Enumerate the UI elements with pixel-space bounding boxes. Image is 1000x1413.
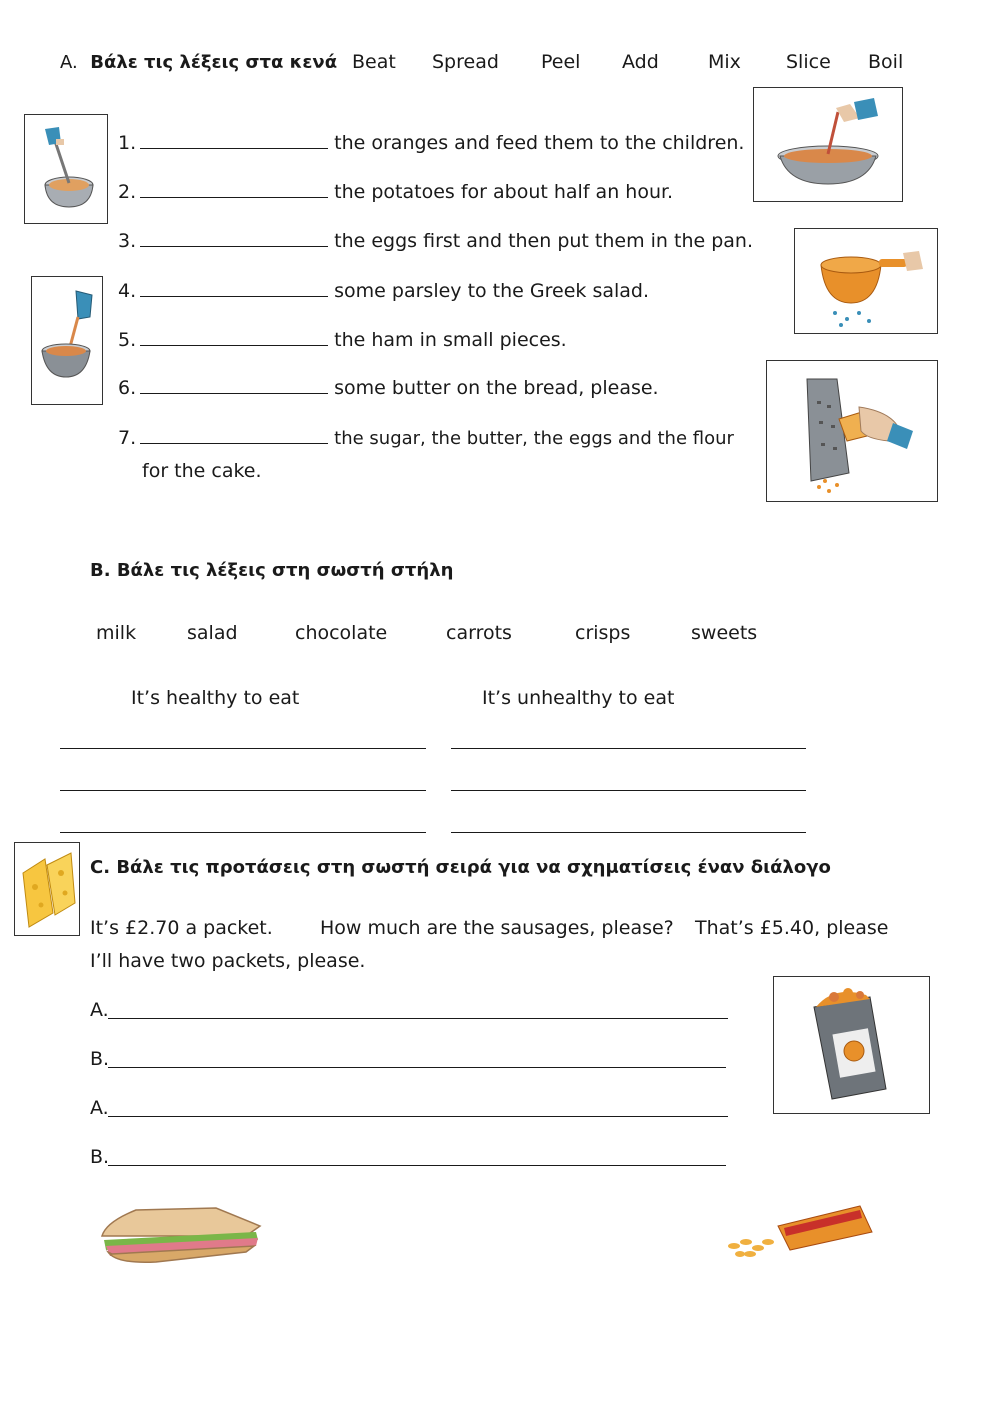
- item-continuation: for the cake.: [142, 460, 262, 482]
- dialogue-sentence: It’s £2.70 a packet.: [90, 917, 273, 939]
- dialogue-answer-line[interactable]: [108, 1165, 726, 1166]
- answer-blank[interactable]: [140, 232, 328, 247]
- word-bank-item: Boil: [868, 51, 904, 73]
- word-bank-item: Add: [622, 51, 659, 73]
- grater-picture: [766, 360, 938, 502]
- column-healthy-heading: It’s healthy to eat: [131, 687, 300, 709]
- section-b-word-list: [0, 622, 1000, 648]
- word-bank-item: Peel: [541, 51, 581, 73]
- jug-icon: [32, 277, 102, 404]
- healthy-answer-line[interactable]: [60, 790, 426, 791]
- crisps-picture: [720, 1196, 880, 1266]
- cheese-icon: [15, 843, 79, 935]
- exercise-item: [118, 280, 649, 302]
- item-text: the eggs first and then put them in the pan.: [334, 230, 754, 252]
- exercise-item: [118, 230, 753, 252]
- colander-picture: [794, 228, 938, 334]
- item-number: 2.: [118, 181, 137, 203]
- word-item: carrots: [446, 622, 512, 644]
- word-item: crisps: [575, 622, 631, 644]
- speaker-label: A.: [90, 999, 109, 1021]
- dialogue-answer-line[interactable]: [108, 1018, 728, 1019]
- dialogue-answer-line[interactable]: [108, 1067, 726, 1068]
- dialogue-sentence: That’s £5.40, please: [695, 917, 889, 939]
- exercise-item: [118, 329, 567, 351]
- healthy-answer-line[interactable]: [60, 748, 426, 749]
- exercise-item: [118, 132, 744, 154]
- word-bank-item: Slice: [786, 51, 831, 73]
- healthy-answer-line[interactable]: [60, 832, 426, 833]
- mixing-bowl-icon: [25, 115, 107, 223]
- packet-icon: [774, 977, 929, 1113]
- whisk-icon: [754, 88, 902, 201]
- unhealthy-answer-line[interactable]: [451, 790, 806, 791]
- item-number: 7.: [118, 427, 137, 449]
- sausage-packet-picture: [773, 976, 930, 1114]
- mixing-bowl-picture: [24, 114, 108, 224]
- word-item: sweets: [691, 622, 758, 644]
- item-number: 4.: [118, 280, 137, 302]
- answer-blank[interactable]: [140, 331, 328, 346]
- exercise-item: [118, 427, 734, 449]
- word-bank: [0, 51, 1000, 77]
- section-b-heading: B. Βάλε τις λέξεις στη σωστή στήλη: [90, 560, 454, 581]
- unhealthy-answer-line[interactable]: [451, 832, 806, 833]
- speaker-label: B.: [90, 1048, 110, 1070]
- grater-icon: [767, 361, 937, 501]
- cheese-picture: [14, 842, 80, 936]
- speaker-label: B.: [90, 1146, 110, 1168]
- dialogue-sentence: I’ll have two packets, please.: [90, 950, 366, 972]
- item-text: the ham in small pieces.: [334, 329, 567, 351]
- answer-blank[interactable]: [140, 429, 328, 444]
- answer-blank[interactable]: [140, 379, 328, 394]
- crisps-bag-icon: [720, 1196, 880, 1266]
- sandwich-picture: [96, 1196, 266, 1268]
- item-number: 1.: [118, 132, 137, 154]
- answer-blank[interactable]: [140, 282, 328, 297]
- item-number: 6.: [118, 377, 137, 399]
- word-item: chocolate: [295, 622, 388, 644]
- word-item: salad: [187, 622, 238, 644]
- item-text: some butter on the bread, please.: [334, 377, 659, 399]
- word-bank-item: Mix: [708, 51, 741, 73]
- word-item: milk: [96, 622, 137, 644]
- item-text: the potatoes for about half an hour.: [334, 181, 674, 203]
- exercise-item: [118, 181, 673, 203]
- pouring-jug-picture: [31, 276, 103, 405]
- unhealthy-answer-line[interactable]: [451, 748, 806, 749]
- section-c-heading: C. Βάλε τις προτάσεις στη σωστή σειρά για να σχηματίσεις έναν διάλογο: [90, 857, 831, 878]
- word-bank-item: Beat: [352, 51, 396, 73]
- colander-icon: [795, 229, 937, 333]
- item-number: 5.: [118, 329, 137, 351]
- section-a-title: Βάλε τις λέξεις στα κενά: [90, 52, 338, 73]
- answer-blank[interactable]: [140, 183, 328, 198]
- dialogue-sentence: How much are the sausages, please?: [320, 917, 674, 939]
- speaker-label: A.: [90, 1097, 109, 1119]
- item-number: 3.: [118, 230, 137, 252]
- exercise-item: [118, 377, 659, 399]
- answer-blank[interactable]: [140, 134, 328, 149]
- item-text: the sugar, the butter, the eggs and the flour: [334, 428, 734, 449]
- item-text: some parsley to the Greek salad.: [334, 280, 650, 302]
- column-unhealthy-heading: It’s unhealthy to eat: [482, 687, 675, 709]
- whisk-bowl-picture: [753, 87, 903, 202]
- item-text: the oranges and feed them to the children.: [334, 132, 745, 154]
- word-bank-item: Spread: [432, 51, 499, 73]
- sandwich-icon: [96, 1196, 266, 1268]
- dialogue-answer-line[interactable]: [108, 1116, 728, 1117]
- section-a-letter: A.: [60, 52, 78, 73]
